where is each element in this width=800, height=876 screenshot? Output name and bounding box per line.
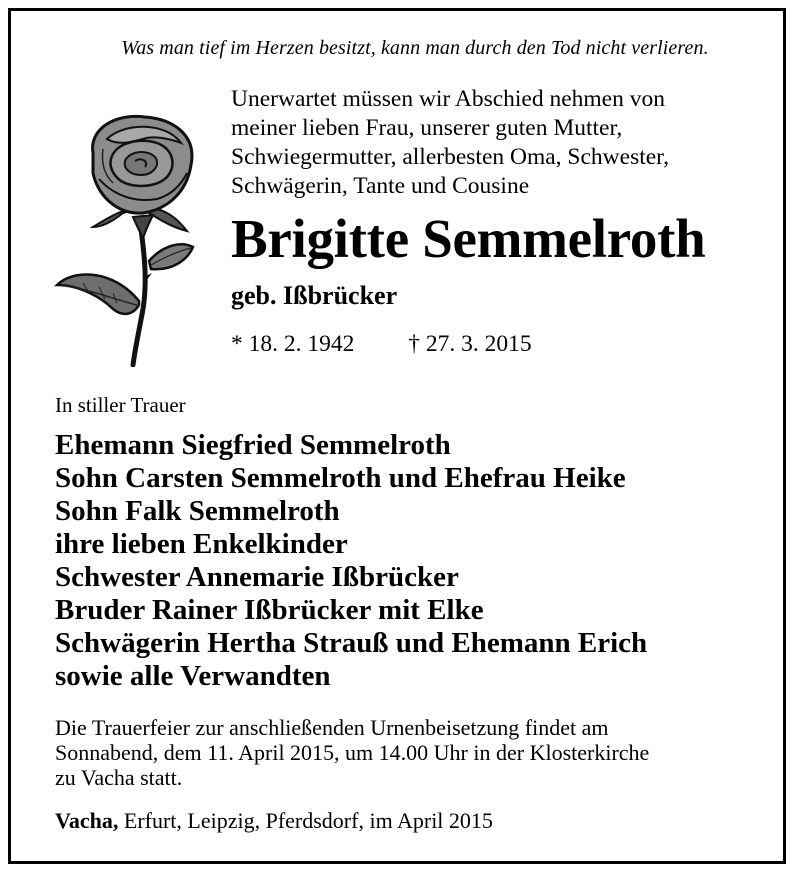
obituary-notice [8,8,786,864]
mourner: ihre lieben Enkelkinder [55,528,348,560]
mourner: Bruder Rainer Ißbrücker mit Elke [55,594,484,626]
service-line: Sonnabend, dem 11. April 2015, um 14.00 Uhr in der Klosterkirche [55,740,650,765]
intro-text [231,85,751,201]
mourners-list [55,429,647,693]
places-rest: Erfurt, Leipzig, Pferdsdorf, im April 2015 [118,808,493,833]
mourner: Sohn Carsten Semmelroth und Ehefrau Heike [55,462,626,494]
funeral-service-info [55,715,749,790]
intro-line: Schwägerin, Tante und Cousine [231,173,530,199]
motto: Was man tief im Herzen besitzt, kann man durch den Tod nicht verlieren. [121,37,709,59]
service-line: Die Trauerfeier zur anschließenden Urnenbeisetzung findet am [55,715,609,740]
mourner: Schwägerin Hertha Strauß und Ehemann Erich [55,627,648,659]
life-dates [231,331,532,358]
deceased-name: Brigitte Semmelroth [231,208,706,269]
intro-line: Unerwartet müssen wir Abschied nehmen von [231,86,665,112]
intro-line: Schwiegermutter, allerbesten Oma, Schwester, [231,144,669,170]
mourner: Schwester Annemarie Ißbrücker [55,561,459,593]
places-and-date [55,808,493,834]
place-primary: Vacha, [55,808,119,833]
death-date: † 27. 3. 2015 [408,331,532,357]
service-line: zu Vacha statt. [55,765,183,790]
mourning-heading: In stiller Trauer [55,393,186,417]
mourner: sowie alle Verwandten [55,660,331,692]
intro-line: meiner lieben Frau, unserer guten Mutter, [231,115,623,141]
maiden-name: geb. Ißbrücker [231,281,398,310]
birth-date: * 18. 2. 1942 [231,331,355,357]
mourner: Ehemann Siegfried Semmelroth [55,429,451,461]
mourner: Sohn Falk Semmelroth [55,495,340,527]
rose-icon [53,109,223,367]
